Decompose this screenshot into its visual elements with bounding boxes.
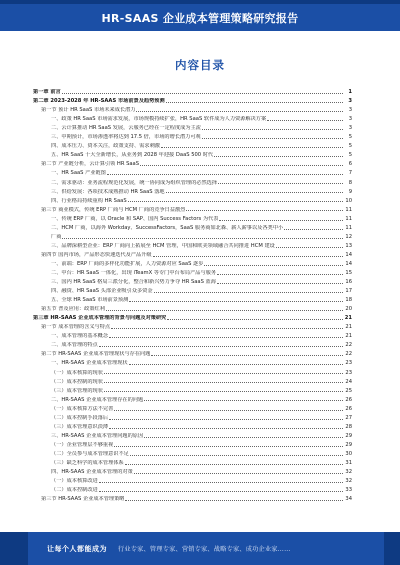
toc-leader-dots — [151, 355, 343, 356]
toc-entry-text: 三、供给发展：各项技术成熟推动 HR SaaS 落地 — [51, 188, 165, 195]
toc-entry-page: 28 — [345, 423, 352, 430]
toc-entry[interactable] — [33, 493, 352, 502]
footer-slogan: 让每个人都能成为 — [47, 545, 107, 553]
toc-entry-page: 21 — [345, 324, 352, 331]
toc-entry[interactable] — [33, 403, 352, 412]
toc-leader-dots — [136, 111, 343, 112]
toc-leader-dots — [129, 301, 343, 302]
toc-entry-text: （三）成本管理的现状 — [51, 387, 103, 394]
toc-entry-text: （二）成本控制的现状 — [51, 378, 103, 385]
toc-leader-dots — [109, 419, 343, 420]
page-header — [0, 0, 400, 31]
toc-entry-page: 23 — [345, 360, 352, 367]
toc-entry[interactable] — [33, 149, 352, 158]
toc-leader-dots — [144, 400, 343, 401]
toc-leader-dots — [106, 310, 343, 311]
toc-entry-text: （一）企业管理层不够重视 — [51, 441, 114, 448]
toc-entry-page: 22 — [345, 351, 352, 358]
toc-entry-page: 26 — [345, 405, 352, 412]
toc-entry-page: 11 — [345, 206, 352, 213]
toc-leader-dots — [166, 102, 343, 103]
toc-entry[interactable] — [33, 276, 352, 285]
toc-entry[interactable] — [33, 285, 352, 294]
toc-leader-dots — [62, 93, 343, 94]
toc-entry-page: 34 — [345, 496, 352, 503]
toc-entry[interactable] — [33, 330, 352, 339]
toc-entry[interactable] — [33, 95, 352, 104]
toc-entry[interactable] — [33, 176, 352, 185]
toc-entry[interactable] — [33, 231, 352, 240]
toc-entry-page: 30 — [345, 450, 352, 457]
toc-entry-text: 一、HR SaaS 产业链图 — [51, 170, 106, 177]
toc-entry-page: 3 — [348, 98, 352, 105]
toc-leader-dots — [107, 174, 343, 175]
toc-entry-page: 22 — [345, 342, 352, 349]
toc-entry-text: 第二章 2023-2028 年 HR-SAAS 市场前景及趋势预测 — [33, 98, 165, 105]
toc-leader-dots — [186, 210, 343, 211]
toc-entry[interactable] — [33, 457, 352, 466]
toc-entry[interactable] — [33, 303, 352, 312]
toc-entry-text: （一）成本核算的现状 — [51, 369, 103, 376]
toc-leader-dots — [202, 138, 343, 139]
toc-entry-page: 3 — [348, 107, 352, 114]
toc-leader-dots — [153, 256, 343, 257]
toc-entry[interactable] — [33, 348, 352, 357]
toc-entry-text: （三）缺乏科学的成本管理体系 — [51, 459, 124, 466]
toc-entry-page: 21 — [345, 333, 352, 340]
toc-entry[interactable] — [33, 167, 352, 176]
toc-entry-page: 11 — [345, 224, 352, 231]
toc-leader-dots — [134, 473, 343, 474]
toc-entry-page: 32 — [345, 478, 352, 485]
toc-entry-page: 25 — [345, 387, 352, 394]
toc-entry[interactable] — [33, 430, 352, 439]
toc-entry-page: 14 — [345, 260, 352, 267]
toc-leader-dots — [267, 120, 343, 121]
toc-entry-page: 1 — [348, 89, 352, 96]
toc-entry-page: 16 — [345, 279, 352, 286]
toc-leader-dots — [217, 283, 343, 284]
toc-entry-page: 18 — [345, 297, 352, 304]
toc-entry-text: 第二节 产业链分析，云计算引领 HR SaaS — [41, 161, 140, 168]
toc-entry-page: 29 — [345, 441, 352, 448]
toc-leader-dots — [276, 247, 343, 248]
toc-entry[interactable] — [33, 131, 352, 140]
toc-entry-text: 二、HCM 厂商，以海外 Workday、SuccessFactors，SaaS 服务商如北森、薪人薪事以及各类中小 — [51, 224, 284, 231]
toc-entry-text: 第三节 HR-SAAS 企业成本管理策略 — [41, 496, 125, 503]
toc-entry-text: 三、HR-SAAS 企业成本管理问题的原因 — [51, 432, 144, 439]
toc-leader-dots — [128, 201, 343, 202]
toc-entry-page: 5 — [348, 134, 352, 141]
toc-entry-text: 三、品牌深耕型企业：ERP 厂商向上拓展至 HCM 管理，中国和欧美领域融合共同推进 HCM 建设 — [51, 242, 275, 249]
toc-leader-dots — [104, 391, 343, 392]
toc-entry-page: 26 — [345, 396, 352, 403]
toc-entry-text: （三）成本管理意识淡薄 — [51, 423, 109, 430]
toc-entry[interactable] — [33, 385, 352, 394]
toc-entry-page: 5 — [348, 152, 352, 159]
toc-entry[interactable] — [33, 122, 352, 131]
toc-entry[interactable] — [33, 376, 352, 385]
toc-entry-text: 第一章 前言 — [33, 89, 61, 96]
toc-leader-dots — [161, 147, 343, 148]
footer-tagline: 行业专家、管理专家、营销专家、战略专家、成功企业家…… — [118, 546, 291, 553]
toc-leader-dots — [104, 373, 343, 374]
toc-entry-text: 二、成本管理的特点 — [51, 342, 98, 349]
toc-entry[interactable] — [33, 394, 352, 403]
toc-entry-text: 第一节 预计 HR SaaS 市场未来成长潜力 — [41, 107, 136, 114]
toc-entry-text: 第五节 普及应用：政策红利 — [41, 306, 105, 313]
page-footer — [0, 532, 400, 565]
toc-entry-text: （一）成本核算方法不完善 — [51, 405, 114, 412]
toc-leader-dots — [109, 428, 343, 429]
toc-entry-text: 第三节 商业模式，传统 ERP 厂商与 HCM 厂商的竞争日益激烈 — [41, 206, 186, 213]
toc-entry-text: 二、中台：HR SaaS 一体化，出现 iTeamX 等专门中台布局产品与服务 — [51, 269, 217, 276]
toc-leader-dots — [62, 238, 343, 239]
toc-leader-dots — [111, 328, 343, 329]
toc-entry[interactable] — [33, 86, 352, 95]
toc-leader-dots — [99, 482, 343, 483]
toc-leader-dots — [144, 437, 343, 438]
toc-title: 内容目录 — [175, 58, 225, 72]
toc-leader-dots — [214, 156, 343, 157]
toc-entry-text: 四、融资、HR SaaS 头部企业吸引众多资金 — [51, 288, 153, 295]
toc-entry-text: 三、国内 HR SaaS 格局三派分化，整合和新兴势力争夺 HR SaaS 蓝海 — [51, 279, 216, 286]
toc-entry[interactable] — [33, 186, 352, 195]
toc-entry[interactable] — [33, 294, 352, 303]
toc-entry-text: 一、传统 ERP 厂商，以 Oracle 和 SAP、国内 Success Factors 为代表 — [51, 215, 219, 222]
toc-leader-dots — [104, 382, 343, 383]
toc-entry[interactable] — [33, 158, 352, 167]
toc-leader-dots — [99, 491, 343, 492]
toc-entry[interactable] — [33, 439, 352, 448]
toc-entry-page: 10 — [345, 197, 352, 204]
toc-entry-page: 20 — [345, 306, 352, 313]
toc-entry-page: 11 — [345, 215, 352, 222]
toc-entry-page: 3 — [348, 125, 352, 132]
toc-entry[interactable] — [33, 113, 352, 122]
toc-leader-dots — [114, 446, 343, 447]
toc-leader-dots — [167, 319, 343, 320]
toc-leader-dots — [130, 455, 343, 456]
toc-entry-text: 一、成本管理的基本概念 — [51, 333, 109, 340]
toc-entry[interactable] — [33, 140, 352, 149]
toc-entry-page: 13 — [345, 242, 352, 249]
toc-entry[interactable] — [33, 466, 352, 475]
toc-entry-text: 一、前端：ERP 厂商的多样化功能扩展，人力资源对应 SaaS 逐步 — [51, 260, 204, 267]
toc-entry-text: 四、HR-SAAS 企业成本管理的对策 — [51, 469, 133, 476]
toc-entry-page: 32 — [345, 469, 352, 476]
toc-entry[interactable] — [33, 412, 352, 421]
toc-entry-page: 14 — [345, 251, 352, 258]
toc-entry[interactable] — [33, 321, 352, 330]
toc-entry-page: 29 — [345, 432, 352, 439]
toc-entry-page: 9 — [348, 188, 352, 195]
toc-entry-text: 第四节 国内市场，产品形态快速迭代及产品升级 — [41, 251, 152, 258]
toc-leader-dots — [154, 292, 343, 293]
toc-entry-text: 一、政策 HR SaaS 市场需求发展，市场规模持续扩张，HR SaaS 软件成为人力资源解决方案 — [51, 116, 267, 123]
toc-leader-dots — [218, 183, 343, 184]
toc-entry[interactable] — [33, 339, 352, 348]
toc-entry[interactable] — [33, 421, 352, 430]
toc-entry-text: 厂商 — [51, 233, 62, 240]
toc-entry-text: 五、HR SaaS 十大全新增长，从业务到 2028 年迎接 DaaS 500 时代 — [51, 152, 214, 159]
toc-entry-page: 27 — [345, 414, 352, 421]
toc-entry[interactable] — [33, 357, 352, 366]
toc-entry-text: 五、全球 HR SaaS 市场前景预测 — [51, 297, 129, 304]
toc-entry-page: 7 — [348, 170, 352, 177]
toc-entry-text: 四、行业格局持续重构 HR SaaS — [51, 197, 127, 204]
toc-entry-page: 17 — [345, 288, 352, 295]
toc-leader-dots — [114, 410, 343, 411]
toc-entry[interactable] — [33, 104, 352, 113]
toc-entry[interactable] — [33, 258, 352, 267]
toc-leader-dots — [217, 274, 343, 275]
toc-leader-dots — [166, 192, 343, 193]
toc-entry-text: 二、需求驱动：业务流程规范化发展，统一协同成为组织管理的必然选择 — [51, 179, 218, 186]
toc-leader-dots — [109, 337, 343, 338]
toc-entry[interactable] — [33, 312, 352, 321]
toc-entry[interactable] — [33, 204, 352, 213]
toc-entry-text: 第一节 成本管理的含义与特点 — [41, 324, 111, 331]
toc-leader-dots — [219, 220, 343, 221]
toc-entry-text: 一、HR-SAAS 企业成本管理现状 — [51, 360, 128, 367]
toc-leader-dots — [202, 129, 343, 130]
toc-list — [33, 86, 352, 502]
toc-leader-dots — [99, 346, 343, 347]
toc-entry[interactable] — [33, 267, 352, 276]
toc-entry-page: 15 — [345, 269, 352, 276]
toc-leader-dots — [129, 364, 343, 365]
toc-entry[interactable] — [33, 249, 352, 258]
toc-entry-text: 二、云计算推动 HR SaaS 发展，云服务已经在一定程度成为主流 — [51, 125, 201, 132]
toc-entry-page: 12 — [345, 233, 352, 240]
toc-leader-dots — [125, 500, 343, 501]
toc-entry-page: 5 — [348, 143, 352, 150]
toc-leader-dots — [140, 165, 343, 166]
toc-entry[interactable] — [33, 240, 352, 249]
toc-entry[interactable] — [33, 475, 352, 484]
toc-entry-text: （二）成本控制手段落后 — [51, 414, 109, 421]
toc-leader-dots — [125, 464, 343, 465]
toc-entry-text: （二）成本控制改进 — [51, 487, 98, 494]
toc-entry-text: 四、成本压力、资本关注，政策支持、需求刺激 — [51, 143, 160, 150]
toc-entry-text: 第三章 HR-SAAS 企业成本管理的背景与问题及对策研究 — [33, 315, 167, 322]
report-title: HR-SAAS 企业成本管理策略研究报告 — [101, 12, 299, 25]
footer-accent-right — [384, 532, 400, 565]
toc-entry-text: 三、中期预计，市场渗透率将达到 17.5 倍，市场的增长潜力可观 — [51, 134, 201, 141]
footer-accent-left — [0, 532, 28, 565]
toc-entry-page: 6 — [348, 161, 352, 168]
toc-entry-page: 23 — [345, 369, 352, 376]
toc-entry-page: 3 — [348, 116, 352, 123]
toc-entry-text: （一）成本核算改进 — [51, 478, 98, 485]
toc-entry-text: （二）全员参与成本管理意识不足 — [51, 450, 129, 457]
toc-entry-page: 21 — [344, 315, 352, 322]
toc-entry-text: 第二节 HR-SAAS 企业成本管理现状与存在问题 — [41, 351, 151, 358]
toc-entry-text: 二、HR-SAAS 企业成本管理存在的问题 — [51, 396, 144, 403]
toc-leader-dots — [204, 265, 343, 266]
toc-entry-page: 33 — [345, 487, 352, 494]
toc-entry[interactable] — [33, 448, 352, 457]
toc-leader-dots — [284, 229, 343, 230]
toc-entry[interactable] — [33, 484, 352, 493]
toc-entry[interactable] — [33, 366, 352, 375]
toc-entry-page: 24 — [345, 378, 352, 385]
toc-entry[interactable] — [33, 195, 352, 204]
toc-entry[interactable] — [33, 213, 352, 222]
toc-entry[interactable] — [33, 222, 352, 231]
toc-entry-page: 8 — [348, 179, 352, 186]
toc-entry-page: 31 — [345, 459, 352, 466]
